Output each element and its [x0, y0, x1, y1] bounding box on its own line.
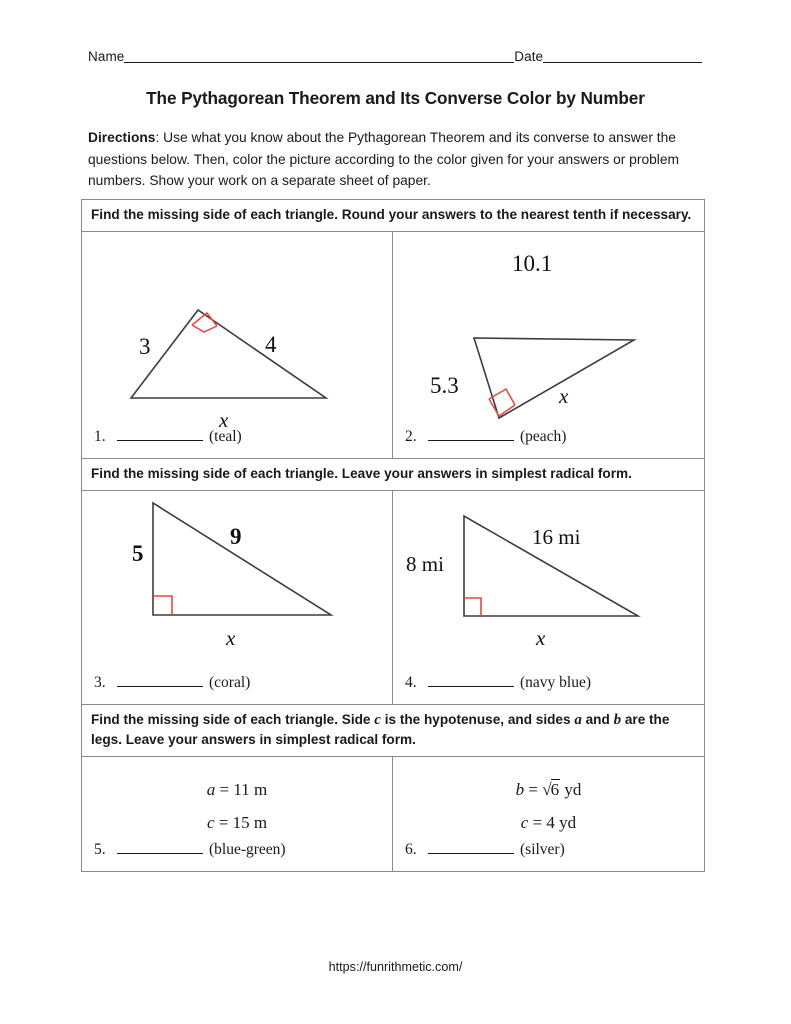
problem-6-equals-1: = — [524, 780, 543, 799]
problem-5-var-a: a — [206, 780, 216, 799]
problem-6-var-c: c — [520, 813, 529, 832]
page-title: The Pythagorean Theorem and Its Converse Color by Number — [146, 88, 645, 108]
problem-2-figure — [393, 232, 704, 428]
problem-5-eq-a: = 11 m — [215, 780, 268, 799]
section-3-var-a: a — [574, 712, 582, 728]
section-1-row — [82, 232, 704, 459]
problem-5-equation-2 — [82, 806, 392, 839]
problem-4-answer-row — [393, 674, 704, 704]
problem-3-answer-blank[interactable] — [117, 675, 203, 687]
problem-1-color: (teal) — [209, 428, 242, 445]
triangle-figure-1 — [82, 232, 394, 428]
problem-5-eq-c: = 15 m — [214, 813, 268, 832]
problem-5-number: 5. — [94, 841, 106, 858]
problem-5-equation-1 — [82, 773, 392, 806]
problem-2-number: 2. — [405, 428, 417, 445]
problem-6-number: 6. — [405, 841, 417, 858]
section-3-text-1: Find the missing side of each triangle. Side — [91, 712, 375, 727]
problems-table — [81, 199, 705, 872]
problem-1-cell — [82, 232, 393, 458]
problem-3-number: 3. — [94, 674, 106, 691]
problem-5-givens — [82, 757, 392, 841]
triangle-2-label-left: 5.3 — [430, 373, 459, 398]
problem-1-number: 1. — [94, 428, 106, 445]
problem-6-eq-c: = 4 yd — [528, 813, 577, 832]
problem-4-cell — [393, 491, 704, 704]
triangle-2-label-x: x — [559, 384, 569, 408]
problem-2-cell — [393, 232, 704, 458]
triangle-3-label-hypotenuse: 9 — [230, 524, 242, 549]
triangle-3-label-x: x — [226, 626, 236, 650]
triangle-1-label-hypotenuse: x — [219, 408, 229, 432]
problem-6-color: (silver) — [520, 841, 565, 858]
problem-2-answer-row — [393, 428, 704, 458]
problem-6-equation-2 — [393, 806, 704, 839]
section-3-row — [82, 757, 704, 871]
radical-symbol: √6 — [542, 780, 560, 799]
name-label: Name — [88, 49, 125, 64]
directions-paragraph — [88, 127, 692, 192]
problem-6-answer-row — [393, 841, 704, 871]
problem-3-answer-row — [82, 674, 392, 704]
problem-2-color: (peach) — [520, 428, 567, 445]
problem-6-cell — [393, 757, 704, 871]
problem-4-figure — [393, 491, 704, 674]
problem-4-color: (navy blue) — [520, 674, 592, 691]
name-write-line[interactable] — [124, 50, 514, 63]
triangle-3-label-leg: 5 — [132, 541, 144, 566]
problem-4-number: 4. — [405, 674, 417, 691]
section-2-instruction: Find the missing side of each triangle. Leave your answers in simplest radical form. — [82, 459, 704, 491]
triangle-4-label-leg: 8 mi — [406, 552, 444, 576]
directions-label: Directions — [88, 130, 156, 145]
section-3-var-c: c — [374, 712, 381, 728]
problem-1-figure — [82, 232, 392, 432]
problem-5-cell — [82, 757, 393, 871]
problem-3-color: (coral) — [209, 674, 251, 691]
problem-3-figure — [82, 491, 392, 674]
problem-2-answer-blank[interactable] — [428, 429, 514, 441]
triangle-figure-3 — [82, 491, 394, 674]
problem-5-color: (blue-green) — [209, 841, 286, 858]
problem-6-equations — [393, 757, 704, 839]
triangle-1-label-leg-a: 3 — [139, 334, 151, 359]
section-3-var-b: b — [613, 712, 622, 728]
date-label: Date — [514, 49, 544, 64]
problem-4-answer-blank[interactable] — [428, 675, 514, 687]
problem-6-answer-blank[interactable] — [428, 842, 514, 854]
footer-url[interactable]: https://funrithmetic.com/ — [328, 960, 463, 974]
problem-6-radicand: 6 — [550, 780, 560, 799]
name-date-row — [88, 44, 702, 64]
triangle-4-label-x: x — [536, 626, 546, 650]
triangle-4-label-hypotenuse: 16 mi — [532, 525, 581, 549]
problem-6-givens — [393, 757, 704, 841]
problem-6-var-b: b — [515, 780, 525, 799]
section-3-text-4: are the legs. Leave your answers in simplest radical form. — [91, 712, 670, 747]
problem-5-answer-row — [82, 841, 392, 871]
section-3-text-3: and — [581, 712, 614, 727]
directions-text: : Use what you know about the Pythagorean Theorem and its converse to answer the questions below. Then, color the picture according to the color given for your answers or problem numbers. Show your work on a separate sheet of paper. — [88, 130, 680, 188]
section-3-text-2: is the hypotenuse, and sides — [380, 712, 575, 727]
problem-1-answer-row — [82, 428, 392, 458]
problem-5-answer-blank[interactable] — [117, 842, 203, 854]
date-write-line[interactable] — [543, 50, 702, 63]
problem-1-answer-blank[interactable] — [117, 429, 203, 441]
triangle-figure-4 — [393, 491, 705, 674]
problem-5-var-c: c — [206, 813, 215, 832]
problem-6-unit-1: yd — [560, 780, 582, 799]
section-2-row — [82, 491, 704, 705]
problem-6-equation-1 — [393, 773, 704, 806]
section-3-instruction — [82, 705, 704, 757]
triangle-1-label-leg-b: 4 — [265, 332, 277, 357]
triangle-2-label-top: 10.1 — [512, 251, 553, 276]
section-1-instruction: Find the missing side of each triangle. Round your answers to the nearest tenth if necessary. — [82, 200, 704, 232]
problem-3-cell — [82, 491, 393, 704]
problem-5-equations — [82, 757, 392, 839]
